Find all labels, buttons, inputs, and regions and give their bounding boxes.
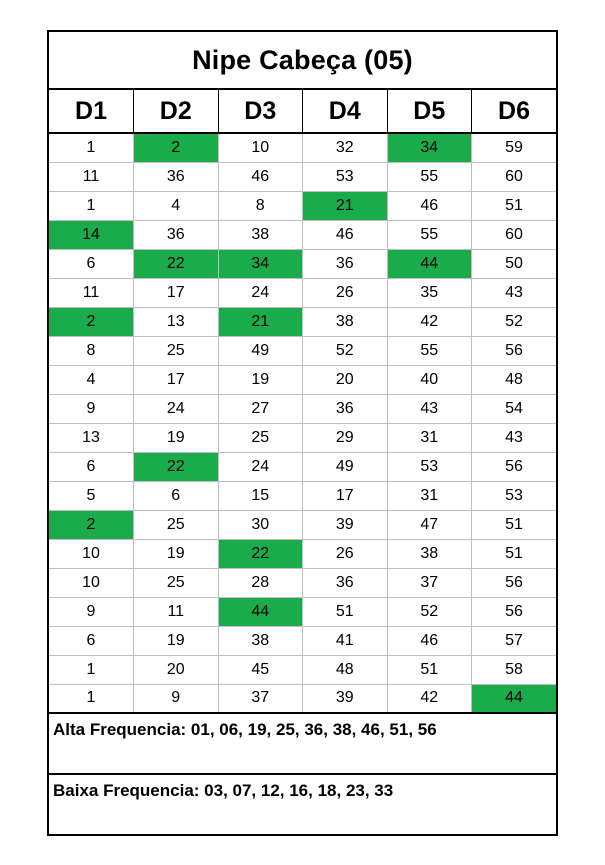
- table-cell: 44: [387, 249, 472, 278]
- table-cell: 6: [49, 626, 134, 655]
- table-cell: 37: [387, 568, 472, 597]
- table-cell: 34: [387, 133, 472, 162]
- table-cell: 56: [472, 597, 557, 626]
- table-cell: 26: [303, 539, 388, 568]
- table-cell: 54: [472, 394, 557, 423]
- table-cell: 13: [134, 307, 219, 336]
- table-cell: 43: [472, 278, 557, 307]
- table-row: [49, 162, 556, 191]
- table-cell: 2: [49, 510, 134, 539]
- table-cell: 39: [303, 510, 388, 539]
- table-cell: 43: [387, 394, 472, 423]
- table-cell: 31: [387, 423, 472, 452]
- table-cell: 38: [303, 307, 388, 336]
- table-cell: 60: [472, 162, 557, 191]
- table-cell: 25: [134, 510, 219, 539]
- table-cell: 46: [218, 162, 303, 191]
- table-cell: 19: [134, 539, 219, 568]
- table-cell: 53: [303, 162, 388, 191]
- table-cell: 35: [387, 278, 472, 307]
- table-row: [49, 626, 556, 655]
- column-header-d3: D3: [218, 90, 303, 133]
- table-cell: 58: [472, 655, 557, 684]
- table-cell: 11: [49, 278, 134, 307]
- table-row: [49, 249, 556, 278]
- table-cell: 53: [387, 452, 472, 481]
- table-cell: 42: [387, 684, 472, 713]
- sheet-title: Nipe Cabeça (05): [49, 32, 556, 90]
- table-cell: 44: [218, 597, 303, 626]
- table-cell: 38: [387, 539, 472, 568]
- table-cell: 55: [387, 220, 472, 249]
- table-row: [49, 394, 556, 423]
- table-cell: 51: [472, 539, 557, 568]
- table-cell: 20: [303, 365, 388, 394]
- table-cell: 4: [49, 365, 134, 394]
- table-row: [49, 597, 556, 626]
- table-cell: 10: [49, 568, 134, 597]
- table-cell: 9: [49, 597, 134, 626]
- table-cell: 46: [303, 220, 388, 249]
- table-cell: 44: [472, 684, 557, 713]
- table-cell: 1: [49, 684, 134, 713]
- table-cell: 17: [303, 481, 388, 510]
- column-header-d2: D2: [134, 90, 219, 133]
- table-cell: 51: [472, 191, 557, 220]
- table-cell: 25: [134, 568, 219, 597]
- table-row: [49, 133, 556, 162]
- table-row: [49, 539, 556, 568]
- draw-table: [49, 90, 556, 714]
- table-cell: 36: [303, 568, 388, 597]
- table-cell: 55: [387, 336, 472, 365]
- table-cell: 51: [303, 597, 388, 626]
- table-cell: 48: [472, 365, 557, 394]
- table-cell: 28: [218, 568, 303, 597]
- table-cell: 43: [472, 423, 557, 452]
- table-cell: 10: [49, 539, 134, 568]
- header-row: [49, 90, 556, 133]
- frequency-sheet: [47, 30, 558, 836]
- column-header-d5: D5: [387, 90, 472, 133]
- table-cell: 11: [49, 162, 134, 191]
- table-cell: 46: [387, 191, 472, 220]
- table-cell: 2: [49, 307, 134, 336]
- table-cell: 29: [303, 423, 388, 452]
- table-row: [49, 220, 556, 249]
- table-cell: 39: [303, 684, 388, 713]
- table-cell: 26: [303, 278, 388, 307]
- table-cell: 22: [134, 452, 219, 481]
- column-header-d4: D4: [303, 90, 388, 133]
- table-cell: 51: [387, 655, 472, 684]
- table-cell: 11: [134, 597, 219, 626]
- table-cell: 56: [472, 568, 557, 597]
- table-cell: 59: [472, 133, 557, 162]
- table-cell: 34: [218, 249, 303, 278]
- table-row: [49, 307, 556, 336]
- table-cell: 10: [218, 133, 303, 162]
- table-cell: 49: [218, 336, 303, 365]
- table-row: [49, 423, 556, 452]
- table-cell: 9: [49, 394, 134, 423]
- table-cell: 8: [49, 336, 134, 365]
- table-row: [49, 481, 556, 510]
- table-cell: 46: [387, 626, 472, 655]
- table-cell: 1: [49, 191, 134, 220]
- table-cell: 37: [218, 684, 303, 713]
- table-cell: 31: [387, 481, 472, 510]
- column-header-d1: D1: [49, 90, 134, 133]
- table-cell: 24: [218, 452, 303, 481]
- table-cell: 1: [49, 655, 134, 684]
- table-row: [49, 278, 556, 307]
- table-cell: 1: [49, 133, 134, 162]
- table-cell: 47: [387, 510, 472, 539]
- table-cell: 22: [218, 539, 303, 568]
- table-cell: 48: [303, 655, 388, 684]
- table-cell: 36: [303, 394, 388, 423]
- table-cell: 60: [472, 220, 557, 249]
- table-cell: 21: [303, 191, 388, 220]
- table-cell: 57: [472, 626, 557, 655]
- table-cell: 52: [387, 597, 472, 626]
- table-cell: 5: [49, 481, 134, 510]
- column-header-d6: D6: [472, 90, 557, 133]
- table-cell: 42: [387, 307, 472, 336]
- high-frequency-note: Alta Frequencia: 01, 06, 19, 25, 36, 38, 46, 51, 56: [49, 714, 556, 775]
- table-cell: 6: [49, 249, 134, 278]
- table-cell: 24: [134, 394, 219, 423]
- table-cell: 13: [49, 423, 134, 452]
- table-cell: 38: [218, 626, 303, 655]
- table-cell: 6: [49, 452, 134, 481]
- table-cell: 52: [472, 307, 557, 336]
- table-cell: 22: [134, 249, 219, 278]
- table-cell: 19: [134, 626, 219, 655]
- table-row: [49, 510, 556, 539]
- table-cell: 49: [303, 452, 388, 481]
- table-cell: 8: [218, 191, 303, 220]
- table-row: [49, 191, 556, 220]
- table-cell: 6: [134, 481, 219, 510]
- table-cell: 53: [472, 481, 557, 510]
- table-cell: 36: [134, 220, 219, 249]
- table-cell: 38: [218, 220, 303, 249]
- table-cell: 32: [303, 133, 388, 162]
- table-cell: 21: [218, 307, 303, 336]
- table-cell: 45: [218, 655, 303, 684]
- table-cell: 51: [472, 510, 557, 539]
- table-cell: 52: [303, 336, 388, 365]
- table-row: [49, 568, 556, 597]
- table-cell: 25: [218, 423, 303, 452]
- table-row: [49, 336, 556, 365]
- table-row: [49, 655, 556, 684]
- table-row: [49, 365, 556, 394]
- table-cell: 9: [134, 684, 219, 713]
- table-cell: 50: [472, 249, 557, 278]
- table-row: [49, 452, 556, 481]
- table-cell: 4: [134, 191, 219, 220]
- table-cell: 56: [472, 336, 557, 365]
- table-cell: 14: [49, 220, 134, 249]
- table-row: [49, 684, 556, 713]
- table-cell: 15: [218, 481, 303, 510]
- table-cell: 41: [303, 626, 388, 655]
- table-cell: 17: [134, 278, 219, 307]
- table-cell: 55: [387, 162, 472, 191]
- table-cell: 30: [218, 510, 303, 539]
- table-cell: 36: [303, 249, 388, 278]
- table-cell: 20: [134, 655, 219, 684]
- table-cell: 36: [134, 162, 219, 191]
- table-cell: 19: [134, 423, 219, 452]
- table-cell: 2: [134, 133, 219, 162]
- low-frequency-note: Baixa Frequencia: 03, 07, 12, 16, 18, 23, 33: [53, 781, 394, 800]
- table-cell: 40: [387, 365, 472, 394]
- table-cell: 56: [472, 452, 557, 481]
- table-cell: 25: [134, 336, 219, 365]
- table-cell: 27: [218, 394, 303, 423]
- table-cell: 24: [218, 278, 303, 307]
- table-cell: 17: [134, 365, 219, 394]
- table-cell: 19: [218, 365, 303, 394]
